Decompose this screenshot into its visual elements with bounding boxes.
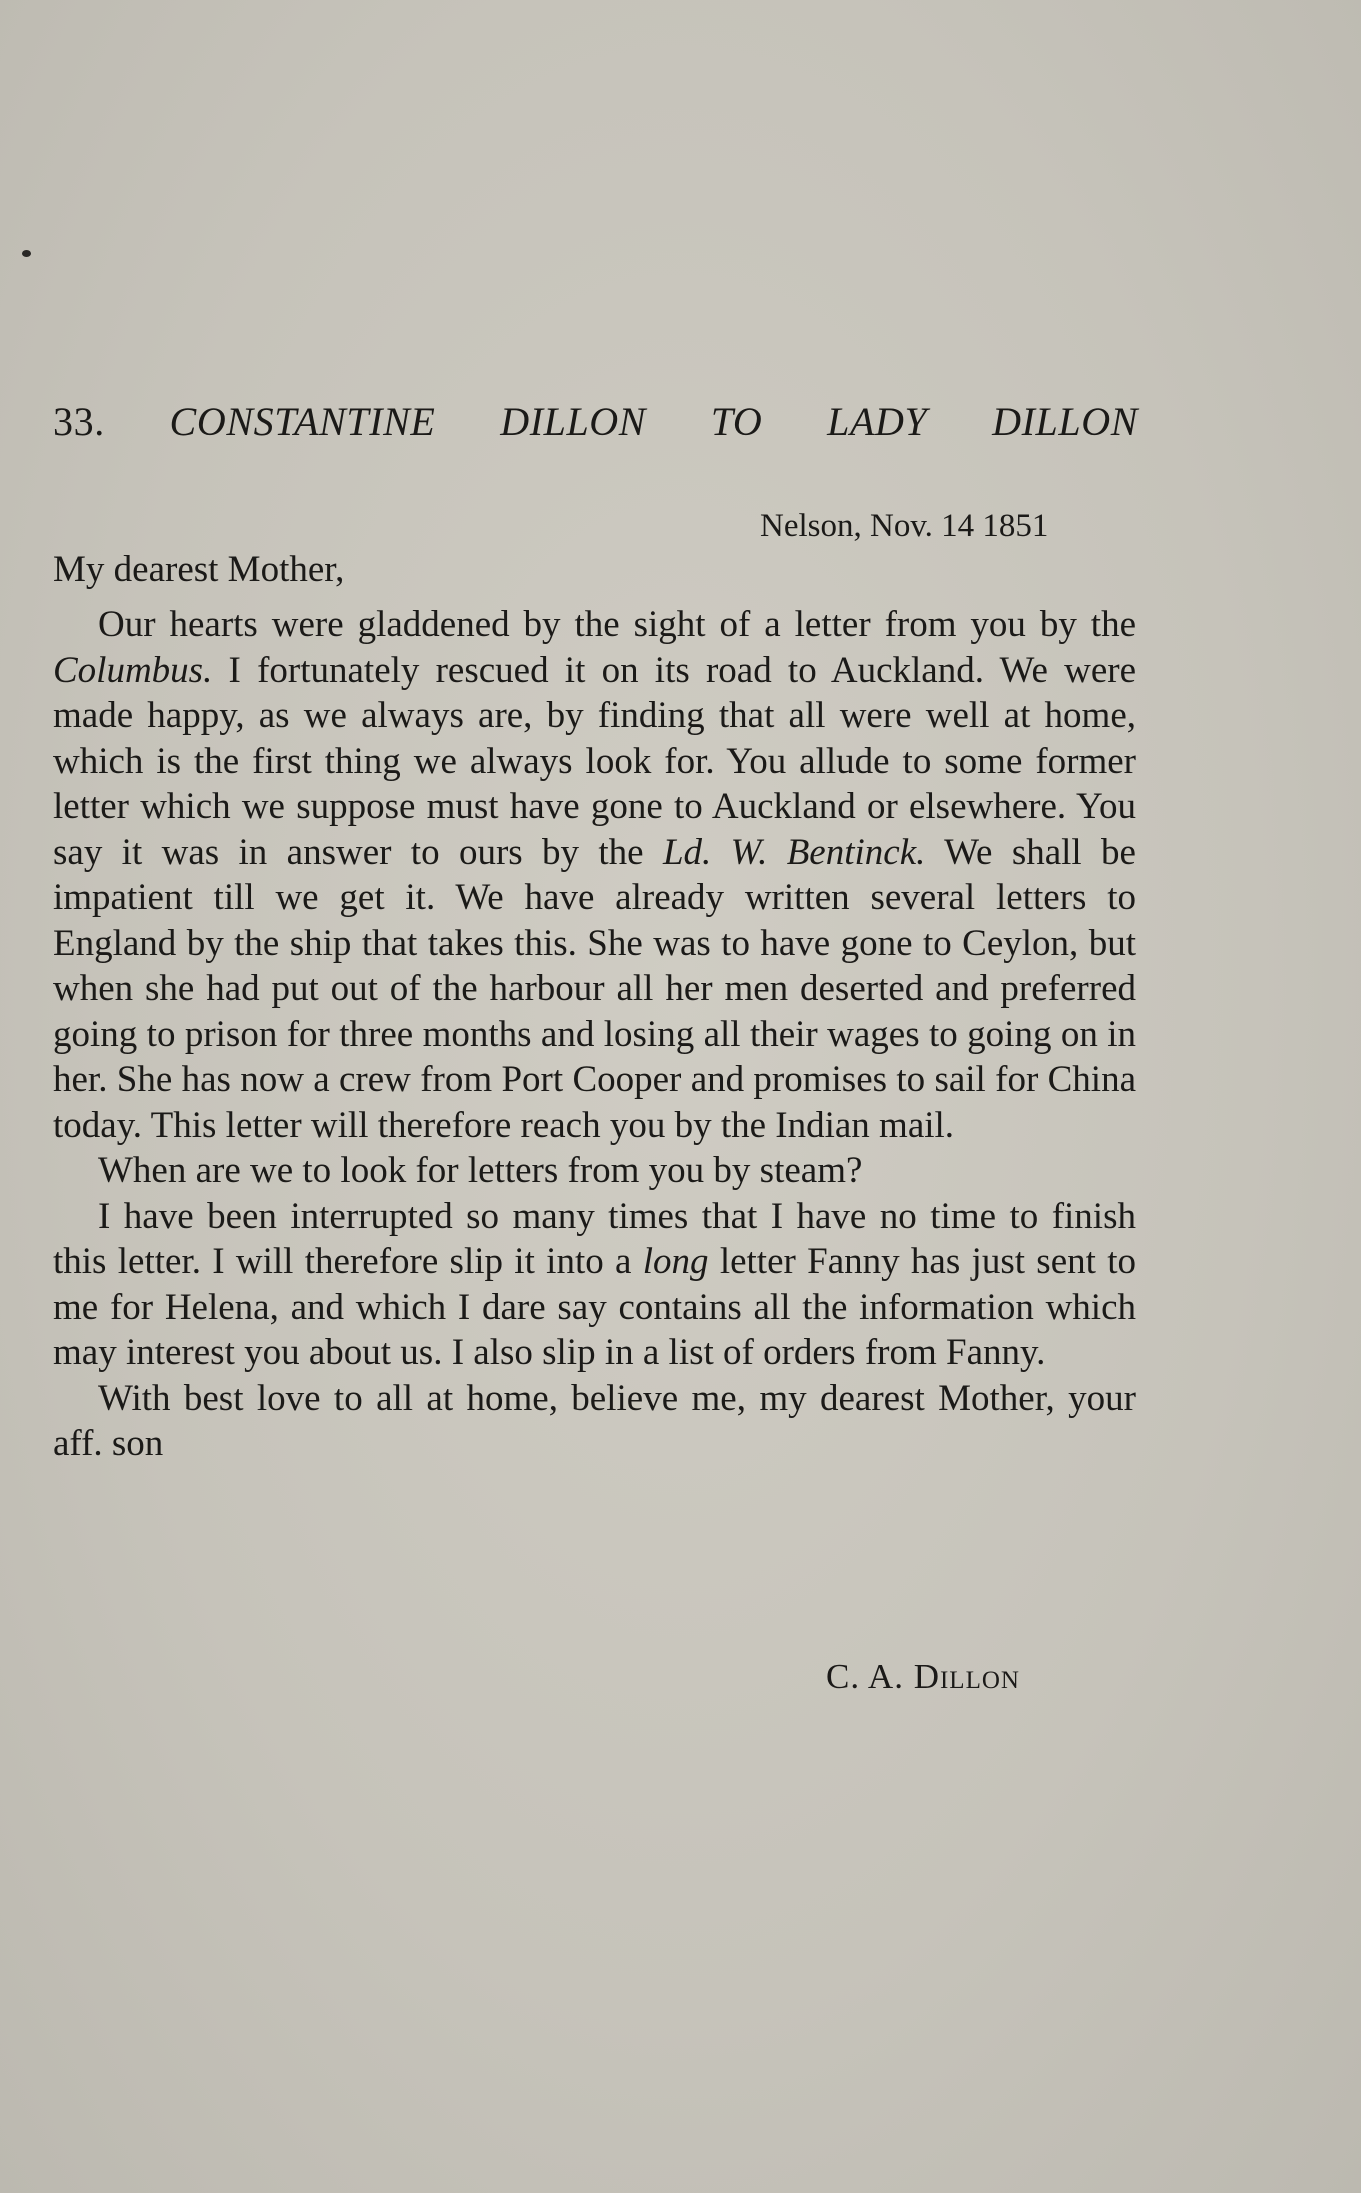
heading-word: TO [710, 399, 763, 444]
paragraph-text: letter Fanny has just sent to me for Helena, and which I dare say contains all the information which may interest you about us. I also slip in a list of orders from Fanny. [53, 1241, 1136, 1373]
heading-word: CONSTANTINE [169, 399, 436, 444]
signature-surname: Dillon [913, 1657, 1020, 1696]
signature [826, 1652, 1020, 1702]
signature-initials: C. A. [826, 1657, 904, 1696]
dateline: Nelson, Nov. 14 1851 [760, 508, 1049, 544]
heading-word: LADY [827, 399, 928, 444]
paragraph-3 [53, 1194, 1136, 1376]
paragraph-text: I fortunately rescued it on its road to Auckland. We were made happy, as we always are, by finding that all were well at home, which is the first thing we always look for. You allude to some former letter which we suppose must have gone to Auckland or elsewhere. You say it was in answer to ours by the [53, 649, 1136, 873]
paragraph-text: We shall be impatient till we get it. We have already written several letters to England by the ship that takes this. She was to have gone to Ceylon, but when she had put out of the harbour all her men deserted and preferred going to prison for three months and losing all their wages to going on in her. She has now a crew from Port Cooper and promises to sail for China today. This letter will therefore reach you by the Indian mail. [53, 831, 1136, 1146]
ink-speck [22, 250, 31, 257]
salutation: My dearest Mother, [53, 549, 345, 590]
emphasis: long [642, 1241, 709, 1282]
paragraph-text: Our hearts were gladdened by the sight of a letter from you by the [98, 604, 1136, 645]
ship-name: Columbus. [53, 649, 213, 691]
letter-heading [53, 394, 1138, 450]
paragraph-4: With best love to all at home, believe me, my dearest Mother, your aff. son [53, 1377, 1136, 1464]
heading-word: DILLON [992, 399, 1138, 444]
ship-name: Ld. W. Bentinck. [662, 831, 926, 873]
paragraph-1 [53, 602, 1136, 1148]
heading-word: DILLON [500, 399, 647, 444]
paragraph-2: When are we to look for letters from you by steam? [98, 1150, 863, 1191]
letter-number: 33. [53, 399, 105, 444]
paragraph-text: I have been interrupted so many times that I have no time to finish this letter. I will therefore slip it into a [53, 1195, 1136, 1282]
letter-body [53, 602, 1136, 1467]
